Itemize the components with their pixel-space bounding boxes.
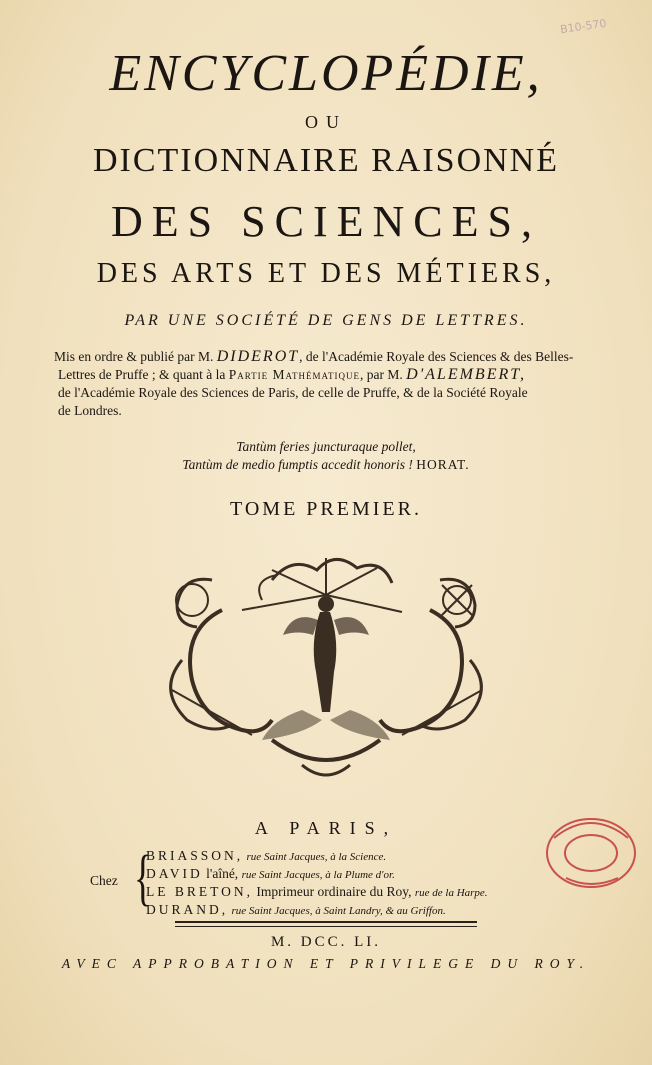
- editors-line-2: [54, 366, 608, 384]
- publisher-name: LE BRETON,: [146, 884, 253, 899]
- editors-text: , de l'Académie Royale des Sciences & des Belles-: [299, 349, 574, 364]
- quote-author: HORAT.: [416, 457, 470, 472]
- publishers-brace: {: [133, 844, 152, 912]
- publisher-briasson: [146, 848, 386, 864]
- frontispiece-vignette-image: [152, 540, 500, 790]
- publisher-address: rue Saint Jacques, à la Plume d'or.: [241, 869, 395, 881]
- editors-line-3: de l'Académie Royale des Sciences de Paris, de celle de Pruffe, & de la Société Royale: [58, 385, 528, 400]
- title-main: ENCYCLOPÉDIE,: [109, 45, 543, 102]
- quote-line-2: [0, 456, 652, 474]
- publisher-name: BRIASSON,: [146, 848, 244, 863]
- publication-year: M. DCC. LI.: [270, 934, 382, 950]
- publisher-address: rue Saint Jacques, à la Science.: [246, 851, 387, 863]
- publisher-name: DAVID: [146, 866, 203, 881]
- title-sciences: DES SCIENCES,: [111, 197, 541, 246]
- publisher-le-breton: [146, 884, 488, 900]
- shelfmark: B10-570: [559, 16, 608, 37]
- tome-label: TOME PREMIER.: [230, 498, 422, 520]
- diderot-name: DIDEROT: [216, 348, 300, 365]
- dalembert-name: D'ALEMBERT,: [406, 366, 526, 383]
- publisher-durand: [146, 902, 446, 918]
- place-paris: A PARIS,: [254, 818, 398, 838]
- quote-text: Tantùm de medio fumptis accedit honoris !: [182, 457, 413, 472]
- editors-text: Lettres de Pruffe ; & quant à la: [58, 367, 229, 382]
- divider-thin: [175, 926, 477, 927]
- publisher-david: [146, 866, 395, 882]
- publisher-address: rue de la Harpe.: [414, 887, 488, 899]
- divider-thick: [175, 921, 477, 923]
- editors-line-1: [54, 348, 608, 366]
- publisher-name: DURAND,: [146, 902, 229, 917]
- approbation-line: AVEC APPROBATION ET PRIVILEGE DU ROY.: [61, 956, 591, 971]
- publisher-extra: Imprimeur ordinaire du Roy,: [256, 884, 412, 899]
- editors-text: Mis en ordre & publié par M.: [54, 349, 217, 364]
- quote-line-1: Tantùm feries juncturaque pollet,: [236, 439, 416, 454]
- publisher-address: rue Saint Jacques, à Saint Landry, & au Griffon.: [231, 905, 446, 917]
- partie-mathematique: Partie Mathématique: [228, 367, 361, 382]
- title-societe: PAR UNE SOCIÉTÉ DE GENS DE LETTRES.: [124, 312, 528, 329]
- title-ou: OU: [305, 112, 347, 132]
- chez-label: Chez: [90, 873, 118, 888]
- library-stamp-image: [536, 808, 646, 898]
- editors-text: , par M.: [360, 367, 407, 382]
- title-arts: DES ARTS ET DES MÉTIERS,: [96, 258, 556, 289]
- publisher-extra: l'aîné,: [206, 866, 239, 881]
- editors-line-4: de Londres.: [58, 403, 122, 418]
- editors-paragraph: [54, 348, 608, 420]
- title-dictionnaire: DICTIONNAIRE RAISONNÉ: [92, 142, 560, 179]
